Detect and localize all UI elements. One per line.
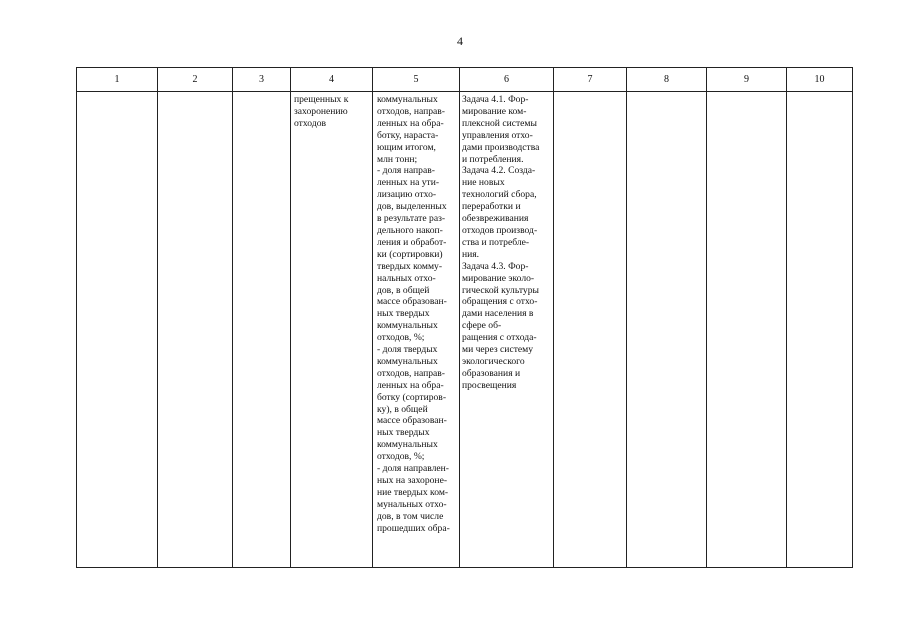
column-header-3: 3 — [233, 68, 291, 92]
cell-col-8 — [627, 92, 707, 568]
cell-text-col-4: прещенных к захоронению отходов — [294, 94, 349, 129]
column-header-5: 5 — [373, 68, 460, 92]
cell-col-5 — [373, 92, 460, 568]
cell-text-col-6: Задача 4.1. Фор- мирование ком- плексной системы управления отхо- дами производства и потребления. Задача 4.2. Созда- ние новых технологий сбора, переработки и обезвреживания отходов производ- ства и потребле- ния. Задача 4.3. Фор- мирование эколо- гической культуры обращения с отхо- дами населения в сфере об- ращения с отхода- ми через систему экологического образования и просвещения — [462, 94, 540, 391]
cell-col-3 — [233, 92, 291, 568]
column-header-6: 6 — [460, 68, 554, 92]
header-row — [77, 68, 853, 92]
cell-col-1 — [77, 92, 158, 568]
column-header-9: 9 — [707, 68, 787, 92]
column-header-10: 10 — [787, 68, 853, 92]
page-number: 4 — [457, 34, 463, 48]
table-row — [77, 92, 853, 568]
column-header-4: 4 — [291, 68, 373, 92]
cell-col-2 — [158, 92, 233, 568]
column-header-1: 1 — [77, 68, 158, 92]
column-header-2: 2 — [158, 68, 233, 92]
cell-col-4 — [291, 92, 373, 568]
cell-col-9 — [707, 92, 787, 568]
data-table — [76, 67, 853, 568]
cell-col-7 — [554, 92, 627, 568]
cell-col-6 — [460, 92, 554, 568]
column-header-8: 8 — [627, 68, 707, 92]
cell-col-10 — [787, 92, 853, 568]
cell-text-col-5: коммунальных отходов, направ- ленных на обра- ботку, нараста- ющим итогом, млн тонн; - доля направ- ленных на ути- лизацию отхо- дов, выделенных в результате раз- дельного накоп- ления и обработ- ки (сортировки) твердых комму- нальных отхо- дов, в общей массе образован- ных твердых коммунальных отходов, %; - доля твердых коммунальных отходов, направ- ленных на обра- ботку (сортиров- ку), в общей массе образован- ных твердых коммунальных отходов, %; - доля направлен- ных на захороне- ние твердых ком- мунальных отхо- дов, в том числе прошедших обра- — [377, 94, 450, 534]
column-header-7: 7 — [554, 68, 627, 92]
